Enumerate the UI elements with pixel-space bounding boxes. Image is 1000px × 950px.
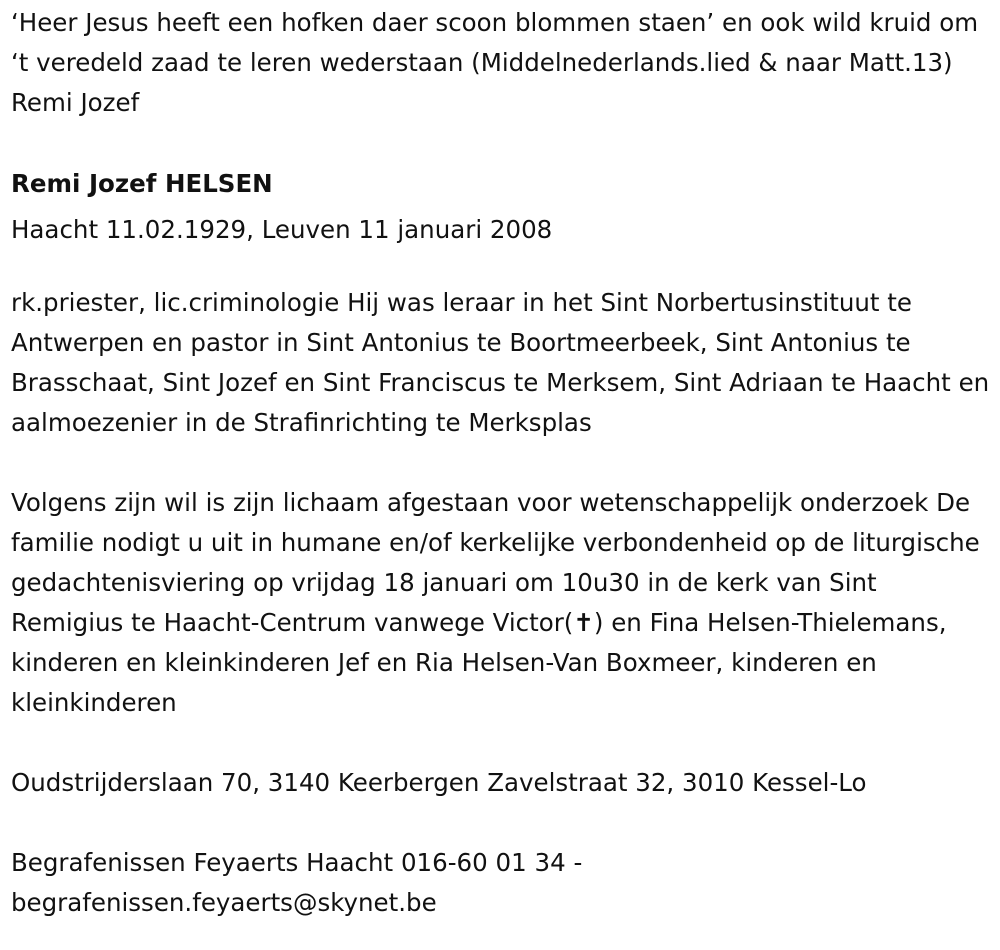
opening-quote: ‘Heer Jesus heeft een hofken daer scoon blommen staen’ en ook wild kruid om ‘t veredeld zaad te leren wederstaan (Middelnederlands.lied & naar Matt.13) Remi Jozef — [11, 8, 979, 117]
family-addresses: Oudstrijderslaan 70, 3140 Keerbergen Zavelstraat 32, 3010 Kessel-Lo — [11, 768, 867, 797]
birth-death-dates: Haacht 11.02.1929, Leuven 11 januari 2008 — [11, 215, 553, 244]
deceased-name: Remi Jozef HELSEN — [11, 169, 273, 198]
funeral-home-contact: Begrafenissen Feyaerts Haacht 016-60 01 34 - begrafenissen.feyaerts@skynet.be — [11, 848, 583, 917]
memorial-announcement: Volgens zijn wil is zijn lichaam afgestaan voor wetenschappelijk onderzoek De familie nodigt u uit in humane en/of kerkelijke verbondenheid op de liturgische gedachtenisviering op vrijdag 18 januari om 10u30 in de kerk van Sint Remigius te Haacht-Centrum vanwege Victor(✝) en Fina Helsen-Thielemans, kinderen en kleinkinderen Jef en Ria Helsen-Van Boxmeer, kinderen en kleinkinderen — [11, 488, 980, 717]
biography: rk.priester, lic.criminologie Hij was leraar in het Sint Norbertusinstituut te Antwerpen en pastor in Sint Antonius te Boortmeerbeek, Sint Antonius te Brasschaat, Sint Jozef en Sint Franciscus te Merksem, Sint Adriaan te Haacht en aalmoezenier in de Strafinrichting te Merksplas — [11, 288, 990, 437]
